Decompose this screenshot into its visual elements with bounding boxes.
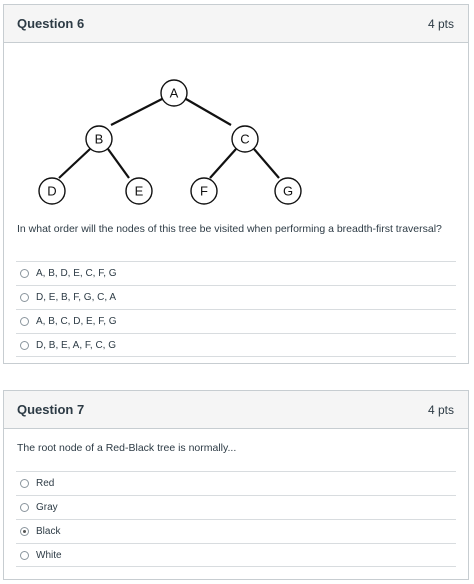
answer-option[interactable] bbox=[16, 333, 456, 357]
answer-option[interactable] bbox=[16, 285, 456, 309]
answer-list bbox=[16, 471, 456, 567]
answer-label: D, E, B, F, G, C, A bbox=[36, 292, 117, 303]
answer-label: A, B, C, D, E, F, G bbox=[36, 316, 117, 327]
tree-node-label: D bbox=[47, 183, 57, 199]
answer-label: Red bbox=[36, 478, 55, 489]
question-points: 4 pts bbox=[427, 402, 454, 417]
tree-edge bbox=[210, 149, 236, 178]
radio-button[interactable] bbox=[20, 341, 29, 350]
tree-node bbox=[39, 178, 65, 204]
question-card bbox=[3, 390, 469, 580]
answer-option[interactable] bbox=[16, 261, 456, 285]
radio-button[interactable] bbox=[20, 293, 29, 302]
tree-node bbox=[86, 126, 112, 152]
question-header bbox=[4, 5, 468, 43]
tree-edge bbox=[186, 99, 231, 125]
answer-list bbox=[16, 261, 456, 357]
radio-button[interactable] bbox=[20, 317, 29, 326]
answer-option[interactable] bbox=[16, 471, 456, 495]
tree-node-label: F bbox=[200, 183, 208, 199]
tree-node bbox=[232, 126, 258, 152]
tree-edge bbox=[59, 149, 90, 178]
answer-label: A, B, D, E, C, F, G bbox=[36, 268, 117, 279]
tree-node-label: C bbox=[240, 131, 250, 147]
tree-node bbox=[161, 80, 187, 106]
question-header bbox=[4, 391, 468, 429]
answer-option[interactable] bbox=[16, 309, 456, 333]
tree-node bbox=[275, 178, 301, 204]
answer-label: White bbox=[36, 549, 62, 561]
question-title: Question 6 bbox=[17, 16, 85, 31]
question-points: 4 pts bbox=[427, 16, 454, 31]
answer-label: Black bbox=[36, 526, 61, 537]
question-title: Question 7 bbox=[17, 402, 85, 417]
tree-node-label: B bbox=[94, 131, 104, 147]
radio-button[interactable] bbox=[20, 503, 29, 512]
question-prompt: The root node of a Red-Black tree is normally... bbox=[17, 442, 237, 454]
question-card bbox=[3, 4, 469, 364]
radio-button[interactable] bbox=[20, 551, 29, 560]
tree-node bbox=[191, 178, 217, 204]
tree-node-label: A bbox=[169, 85, 179, 101]
tree-node bbox=[126, 178, 152, 204]
tree-node-label: G bbox=[282, 183, 294, 199]
answer-label: Gray bbox=[36, 502, 58, 513]
binary-tree-diagram bbox=[4, 43, 468, 213]
answer-label: D, B, E, A, F, C, G bbox=[36, 339, 117, 351]
tree-edge bbox=[254, 149, 279, 178]
answer-option[interactable] bbox=[16, 519, 456, 543]
tree-node-label: E bbox=[134, 183, 144, 199]
radio-button-selected[interactable] bbox=[20, 527, 29, 536]
answer-option[interactable] bbox=[16, 495, 456, 519]
radio-button[interactable] bbox=[20, 269, 29, 278]
answer-option[interactable] bbox=[16, 543, 456, 567]
tree-edge bbox=[108, 149, 129, 178]
radio-button[interactable] bbox=[20, 479, 29, 488]
question-prompt: In what order will the nodes of this tree be visited when performing a breadth-first traversal? bbox=[17, 223, 442, 235]
tree-edge bbox=[111, 99, 162, 125]
